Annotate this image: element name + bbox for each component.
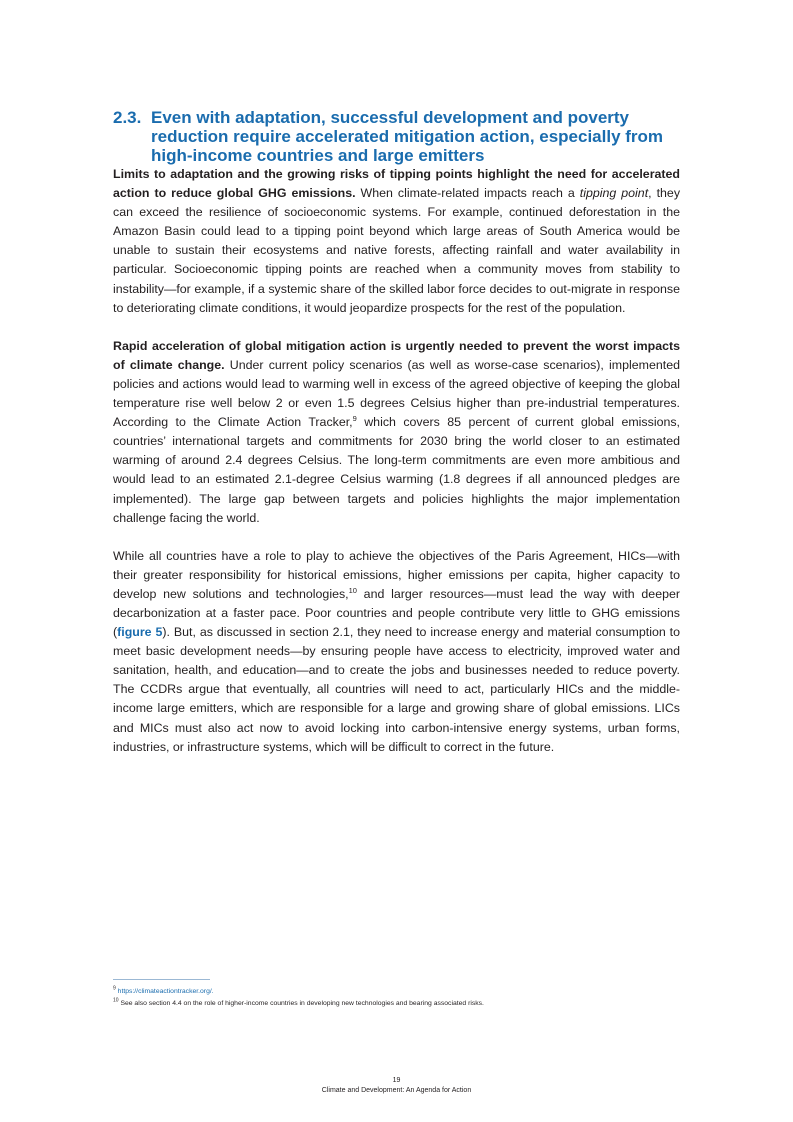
section-heading xyxy=(113,108,693,165)
paragraph-2 xyxy=(113,337,680,528)
paragraph-1-lead: Limits to adaptation and the growing risks of tipping points highlight the need for accelerated action to reduce global GHG emissions. xyxy=(113,167,680,201)
page-footer xyxy=(0,1076,793,1096)
page-number: 19 xyxy=(392,1077,401,1084)
footnote-10-number: 10 xyxy=(113,997,119,1004)
footnote-9-number: 9 xyxy=(113,985,116,992)
paragraph-2-text-b: which covers 85 percent of current global emissions, countries’ international targets and commitments for 2030 bring the world closer to an estimated warming of around 2.4 degrees Celsius. The long-term commitments are even more ambitious and would lead to an estimated 2.1-degree Celsius warming (1.8 degrees if all announced pledges are implemented). The large gap between targets and policies highlights the major implementation challenge facing the world. xyxy=(113,415,680,525)
footnotes xyxy=(113,986,713,1010)
section-title: Even with adaptation, successful development and poverty reduction require accelerated mitigation action, especially from high-income countries and large emitters xyxy=(151,108,664,165)
figure-5-link[interactable]: figure 5 xyxy=(117,625,163,640)
paragraph-3-text-b: and larger resources—must lead the way with deeper decarbonization at a faster pace. Poor countries and people contribute very little to GHG emissions ( xyxy=(113,586,680,640)
paragraph-2-text-a: Under current policy scenarios (as well as worse-case scenarios), implemented policies and actions would lead to warming well in excess of the agreed objective of keeping the global temperature rise well below 2 or even 1.5 degrees Celsius higher than pre-industrial temperatures. According to the Climate Action Tracker, xyxy=(113,357,680,430)
footnote-divider xyxy=(113,979,210,980)
paragraph-1 xyxy=(113,165,680,318)
footnote-10 xyxy=(113,998,713,1010)
body-text xyxy=(113,165,680,776)
climate-action-tracker-link[interactable]: https://climateactiontracker.org/. xyxy=(115,988,214,995)
paragraph-2-lead: Rapid acceleration of global mitigation action is urgently needed to prevent the worst impacts of climate change. xyxy=(113,338,680,372)
footnote-ref-9[interactable]: 9 xyxy=(352,414,357,423)
section-number: 2.3. xyxy=(113,108,142,127)
paragraph-1-text-a: When climate-related impacts reach a xyxy=(355,186,580,201)
publication-title: Climate and Development: An Agenda for Action xyxy=(321,1087,472,1094)
paragraph-1-text-b: , they can exceed the resilience of socioeconomic systems. For example, continued deforestation in the Amazon Basin could lead to a tipping point beyond which large areas of South America would be unable to sustain their ecosystems and native forests, affecting rainfall and water availability in particular. Socioeconomic tipping points are reached when a community moves from stability to instability—for example, if a systemic share of the skilled labor force decides to out-migrate in response to deteriorating climate conditions, it would jeopardize prospects for the rest of the population. xyxy=(113,186,681,315)
footnote-10-text: See also section 4.4 on the role of higher-income countries in developing new technologies and bearing associated risks. xyxy=(118,1000,484,1007)
paragraph-3-text-a: While all countries have a role to play to achieve the objectives of the Paris Agreement, HICs—with their greater responsibility for historical emissions, higher emissions per capita, higher capacity to develop new solutions and technologies, xyxy=(113,548,680,601)
footnote-9 xyxy=(113,986,713,998)
paragraph-3 xyxy=(113,547,680,757)
paragraph-3-text-c: ). But, as discussed in section 2.1, they need to increase energy and material consumption to meet basic development needs—by ensuring people have access to electricity, improved water and sanitation, health, and education—and to create the jobs and businesses needed to reduce poverty. The CCDRs argue that eventually, all countries will need to act, particularly HICs and the middle-income large emitters, which are responsible for a large and growing share of global emissions. LICs and MICs must also act now to avoid locking into carbon-intensive energy systems, urban forms, industries, or infrastructure systems, which will be difficult to correct in the future. xyxy=(113,625,680,754)
footnote-ref-10[interactable]: 10 xyxy=(348,585,357,595)
tipping-point-term: tipping point xyxy=(579,186,649,201)
